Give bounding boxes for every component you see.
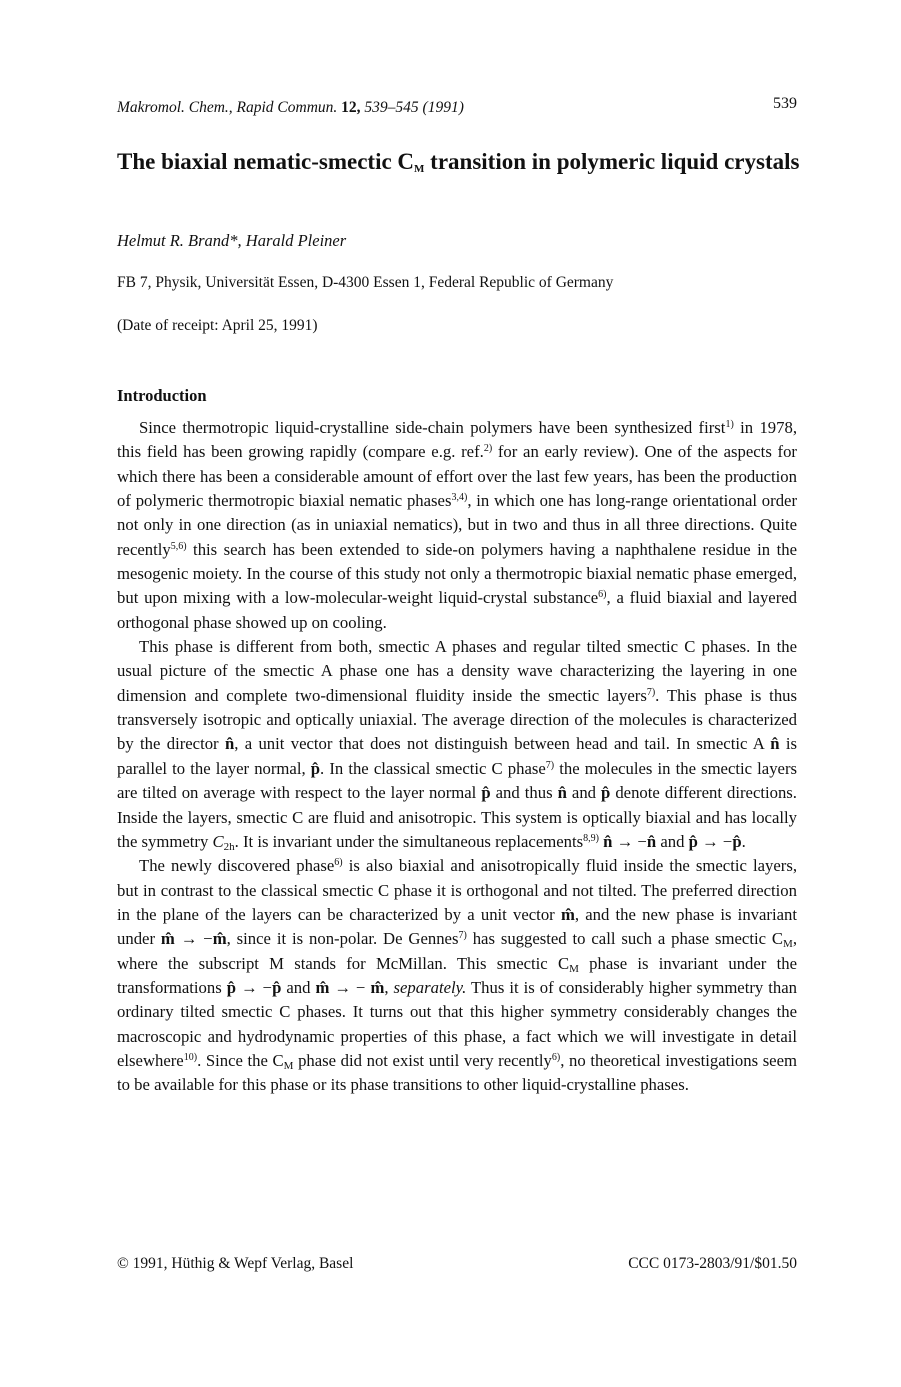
page-number: 539 [773, 95, 797, 112]
journal-name: Makromol. Chem., Rapid Commun. [117, 99, 338, 116]
body-text [117, 416, 797, 1098]
title-subscript: M [414, 163, 425, 175]
paragraph: The newly discovered phase$^{6)}$ is also biaxial and anisotropically fluid inside the smectic layers, but in contrast to the classical smectic C phase it is orthogonal and not tilted. The preferred direction in the plane of the layers can be characterized by a unit vector m̂, and the new phase is invariant under m̂ → −m̂, since it is non-polar. De Gennes$^{7)}$ has suggested to call such a phase smectic $C_M$, where the subscript M stands for McMillan. This smectic $C_M$ phase is invariant under the transformations p̂ → −p̂ and m̂ → − m̂, separately. Thus it is of considerably higher symmetry than ordinary tilted smectic C phases. It turns out that this higher symmetry considerably changes the macroscopic and hydrodynamic properties of this phase, a fact which we will investigate in detail elsewhere$^{10)}$. Since the $C_M$ phase did not exist until very recently$^{6)}$, no theoretical investigations seem to be available for this phase or its phase transitions to other liquid-crystalline phases. [117, 856, 797, 1095]
copyright-notice: © 1991, Hüthig & Wepf Verlag, Basel [117, 1255, 354, 1272]
title-text-2: transition in polymeric liquid crystals [424, 149, 800, 174]
ccc-code: CCC 0173-2803/91/$01.50 [628, 1255, 797, 1272]
paragraph: Since thermotropic liquid-crystalline side-chain polymers have been synthesized first$^{1)}$ in 1978, this field has been growing rapidly (compare e.g. ref.$^{2)}$ for an early review). One of the aspects for which there has been a considerable amount of effort over the last few years, has been the production of polymeric thermotropic biaxial nematic phases$^{3,4)}$, in which one has long-range orientational order not only in one direction (as in uniaxial nematics), but in two and thus in all three directions. Quite recently$^{5,6)}$ this search has been extended to side-on polymers having a naphthalene residue in the mesogenic moiety. In the course of this study not only a thermotropic biaxial nematic phase emerged, but upon mixing with a low-molecular-weight liquid-crystal substance$^{6)}$, a fluid biaxial and layered orthogonal phase showed up on cooling. [117, 418, 798, 632]
article-title [117, 146, 807, 178]
affiliation: FB 7, Physik, Universität Essen, D-4300 Essen 1, Federal Republic of Germany [117, 274, 614, 291]
journal-volume: 12, [341, 99, 361, 116]
paragraph: This phase is different from both, smectic A phases and regular tilted smectic C phases. In the usual picture of the smectic A phase one has a density wave characterizing the layering in one dimension and complete two-dimensional fluidity inside the smectic layers$^{7)}$. This phase is thus transversely isotropic and optically uniaxial. The average direction of the molecules is characterized by the director n̂, a unit vector that does not distinguish between head and tail. In smectic A n̂ is parallel to the layer normal, p̂. In the classical smectic C phase$^{7)}$ the molecules in the smectic layers are tilted on average with respect to the layer normal p̂ and thus n̂ and p̂ denote different directions. Inside the layers, smectic C are fluid and anisotropic. This system is optically biaxial and has locally the symmetry $C_{2h}$. It is invariant under the simultaneous replacements$^{8,9)}$ n̂ → −n̂ and p̂ → −p̂. [117, 637, 798, 853]
date-of-receipt: (Date of receipt: April 25, 1991) [117, 317, 318, 334]
author-line [117, 231, 346, 251]
section-heading: Introduction [117, 386, 207, 405]
running-header [117, 95, 797, 117]
title-text-1: The biaxial nematic-smectic C [117, 149, 415, 174]
author-2: , Harald Pleiner [237, 231, 347, 250]
journal-pages: 539–545 (1991) [364, 99, 464, 116]
author-1: Helmut R. Brand [117, 231, 230, 250]
corresponding-mark: * [229, 231, 238, 250]
